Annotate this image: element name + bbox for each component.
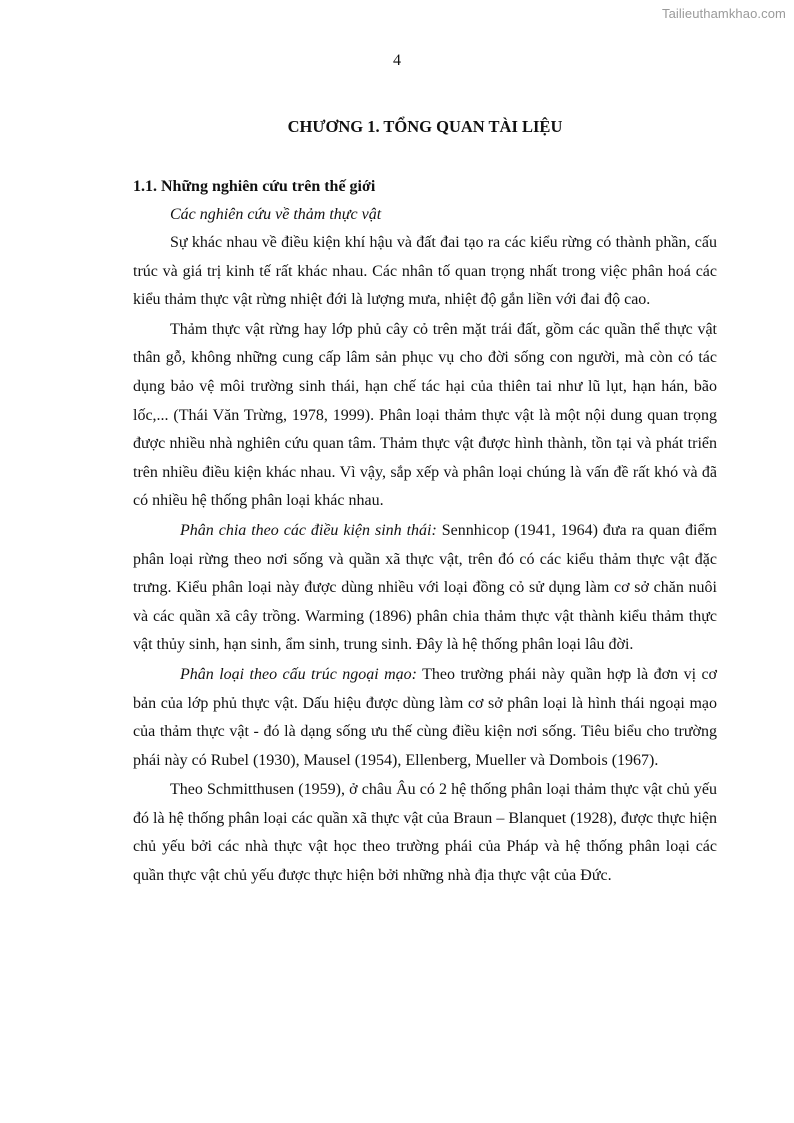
paragraph-text: Sự khác nhau về điều kiện khí hậu và đất đai tạo ra các kiểu rừng có thành phần, cấu trúc và giá trị kinh tế rất khác nhau. Các nhân tố quan trọng nhất trong việc phân hoá các kiểu thảm thực vật rừng nhiệt đới là lượng mưa, nhiệt độ gắn liền với đai độ cao. (133, 234, 717, 309)
paragraph-text: Sennhicop (1941, 1964) đưa ra quan điểm phân loại rừng theo nơi sống và quần xã thực vật, trên đó có các kiểu thảm thực vật đặc trưng. Kiểu phân loại này được dùng nhiều với loại đồng cỏ sử dụng làm cơ sở chăn nuôi và các quần xã cây trồng. Warming (1896) phân chia thảm thực vật thành kiểu thảm thực vật thủy sinh, hạn sinh, ẩm sinh, trung sinh. Đây là hệ thống phân loại lâu đời. (133, 521, 717, 654)
paragraph-text: Theo trường phái này quần hợp là đơn vị cơ bản của lớp phủ thực vật. Dấu hiệu được dùng làm cơ sở phân loại là hình thái ngoại mạo của thảm thực vật - đó là dạng sống ưu thế cùng điều kiện nơi sống. Tiêu biểu cho trường phái này có Rubel (1930), Mausel (1954), Ellenberg, Mueller và Dombois (1967). (133, 665, 718, 769)
paragraph-climate (133, 229, 717, 315)
paragraph-ecological-conditions (133, 517, 717, 660)
section-heading: 1.1. Những nghiên cứu trên thế giới (133, 178, 376, 195)
paragraph-lead: Phân chia theo các điều kiện sinh thái: (180, 521, 437, 539)
page-number: 4 (393, 52, 401, 69)
paragraph-text: Thảm thực vật rừng hay lớp phủ cây cỏ trên mặt trái đất, gồm các quần thể thực vật thân gỗ, không những cung cấp lâm sản phục vụ cho đời sống con người, mà còn có tác dụng bảo vệ môi trường sinh thái, hạn chế tác hại của thiên tai như lũ lụt, hạn hán, bão lốc,... (Thái Văn Trừng, 1978, 1999). Phân loại thảm thực vật là một nội dung quan trọng được nhiều nhà nghiên cứu quan tâm. Thảm thực vật được hình thành, tồn tại và phát triển trên nhiều điều kiện khác nhau. Vì vậy, sắp xếp và phân loại chúng là vấn đề rất khó và đã có nhiều hệ thống phân loại khác nhau. (133, 320, 717, 510)
document-body (133, 173, 717, 891)
paragraph-schmitthusen (133, 776, 717, 890)
paragraph-lead: Phân loại theo cấu trúc ngoại mạo: (180, 665, 417, 683)
chapter-title: CHƯƠNG 1. TỔNG QUAN TÀI LIỆU (287, 117, 563, 136)
sub-heading: Các nghiên cứu về thảm thực vật (170, 206, 382, 223)
paragraph-text: Theo Schmitthusen (1959), ở châu Âu có 2 hệ thống phân loại thảm thực vật chủ yếu đó là hệ thống phân loại các quần xã thực vật của Braun – Blanquet (1928), được thực hiện chủ yếu bởi các nhà thực vật học theo trường phái của Pháp và hệ thống phân loại các quần thực vật chủ yếu được thực hiện bởi những nhà địa thực vật của Đức. (133, 781, 717, 885)
paragraph-vegetation-cover (133, 316, 717, 516)
paragraph-physiognomy (133, 661, 717, 775)
watermark: Tailieuthamkhao.com (661, 6, 786, 21)
